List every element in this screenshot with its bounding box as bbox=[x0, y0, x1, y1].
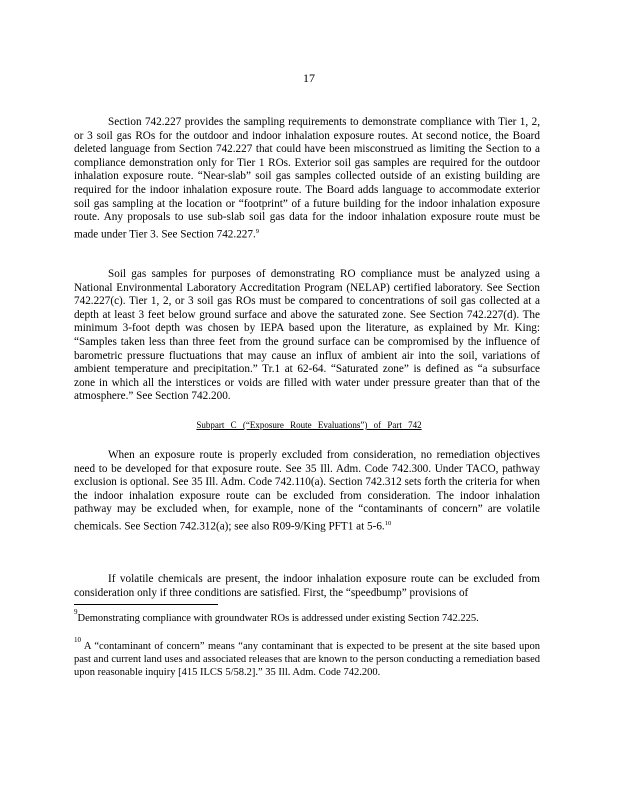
paragraph-sampling-requirements bbox=[74, 116, 540, 242]
footnote-mark: 10 bbox=[74, 636, 81, 644]
footnote-divider bbox=[74, 604, 218, 605]
page-number: 17 bbox=[303, 71, 315, 85]
footnote-mark: 9 bbox=[74, 608, 78, 616]
footnote-9 bbox=[74, 608, 540, 625]
paragraph-laboratory-analysis bbox=[74, 268, 540, 404]
footnote-text: A “contaminant of concern” means “any contaminant that is expected to be present at the site based upon past and current land uses and associated releases that are known to the person conducting a remediation based upon reasonable inquiry [415 ILCS 5/58.2].” 35 Ill. Adm. Code 742.200. bbox=[74, 641, 541, 678]
footnote-ref-9: 9 bbox=[255, 227, 260, 235]
footnote-ref-10: 10 bbox=[384, 519, 392, 527]
footnote-text: Demonstrating compliance with groundwater ROs is addressed under existing Section 742.225. bbox=[77, 613, 479, 624]
paragraph-exposure-route-exclusion bbox=[74, 449, 540, 534]
paragraph-text: Section 742.227 provides the sampling requirements to demonstrate compliance with Tier 1, 2, or 3 soil gas ROs for the outdoor and indoor inhalation exposure routes. At second notice, the Board deleted language from Section 742.227 that could have been misconstrued as limiting the Section to a compliance demonstration only for Tier 1 ROs. Exterior soil gas samples are required for the outdoor inhalation exposure route. “Near-slab” soil gas samples collected outside of an existing building are required for the indoor inhalation exposure route. The Board adds language to accommodate exterior soil gas sampling at the location or “footprint” of a future building for the indoor inhalation exposure route. Any proposals to use sub-slab soil gas data for the indoor inhalation exposure route must be made under Tier 3. See Section 742.227. bbox=[74, 116, 540, 241]
footnote-10 bbox=[74, 636, 541, 679]
paragraph-volatile-chemicals bbox=[74, 573, 540, 600]
section-heading bbox=[0, 419, 618, 433]
subpart-heading: Subpart C (“Exposure Route Evaluations”) of Part 742 bbox=[196, 420, 422, 430]
paragraph-text: Soil gas samples for purposes of demonstrating RO compliance must be analyzed using a National Environmental Laboratory Accreditation Program (NELAP) certified laboratory. See Section 742.227(c). Tier 1, 2, or 3 soil gas ROs must be compared to concentrations of soil gas collected at a depth at least 3 feet below ground surface and above the saturated zone. See Section 742.227(d). The minimum 3-foot depth was chosen by IEPA based upon the literature, as explained by Mr. King: “Samples taken less than three feet from the ground surface can be compromised by the influence of barometric pressure fluctuations that may cause an influx of ambient air into the soil, variations of ambient temperature and precipitation.” Tr.1 at 62-64. “Saturated zone” is defined as “a subsurface zone in which all the interstices or voids are filled with water under pressure greater than that of the atmosphere.” See Section 742.200. bbox=[74, 268, 540, 403]
paragraph-text: When an exposure route is properly excluded from consideration, no remediation objectives need to be developed for that exposure route. See 35 Ill. Adm. Code 742.300. Under TACO, pathway exclusion is optional. See 35 Ill. Adm. Code 742.110(a). Section 742.312 sets forth the criteria for when the indoor inhalation exposure route can be excluded from consideration. The indoor inhalation pathway may be excluded when, for example, none of the “contaminants of concern” are volatile chemicals. See Section 742.312(a); see also R09-9/King PFT1 at 5-6. bbox=[74, 449, 540, 533]
paragraph-text: If volatile chemicals are present, the indoor inhalation exposure route can be excluded from consideration only if three conditions are satisfied. First, the “speedbump” provisions of bbox=[74, 573, 540, 599]
